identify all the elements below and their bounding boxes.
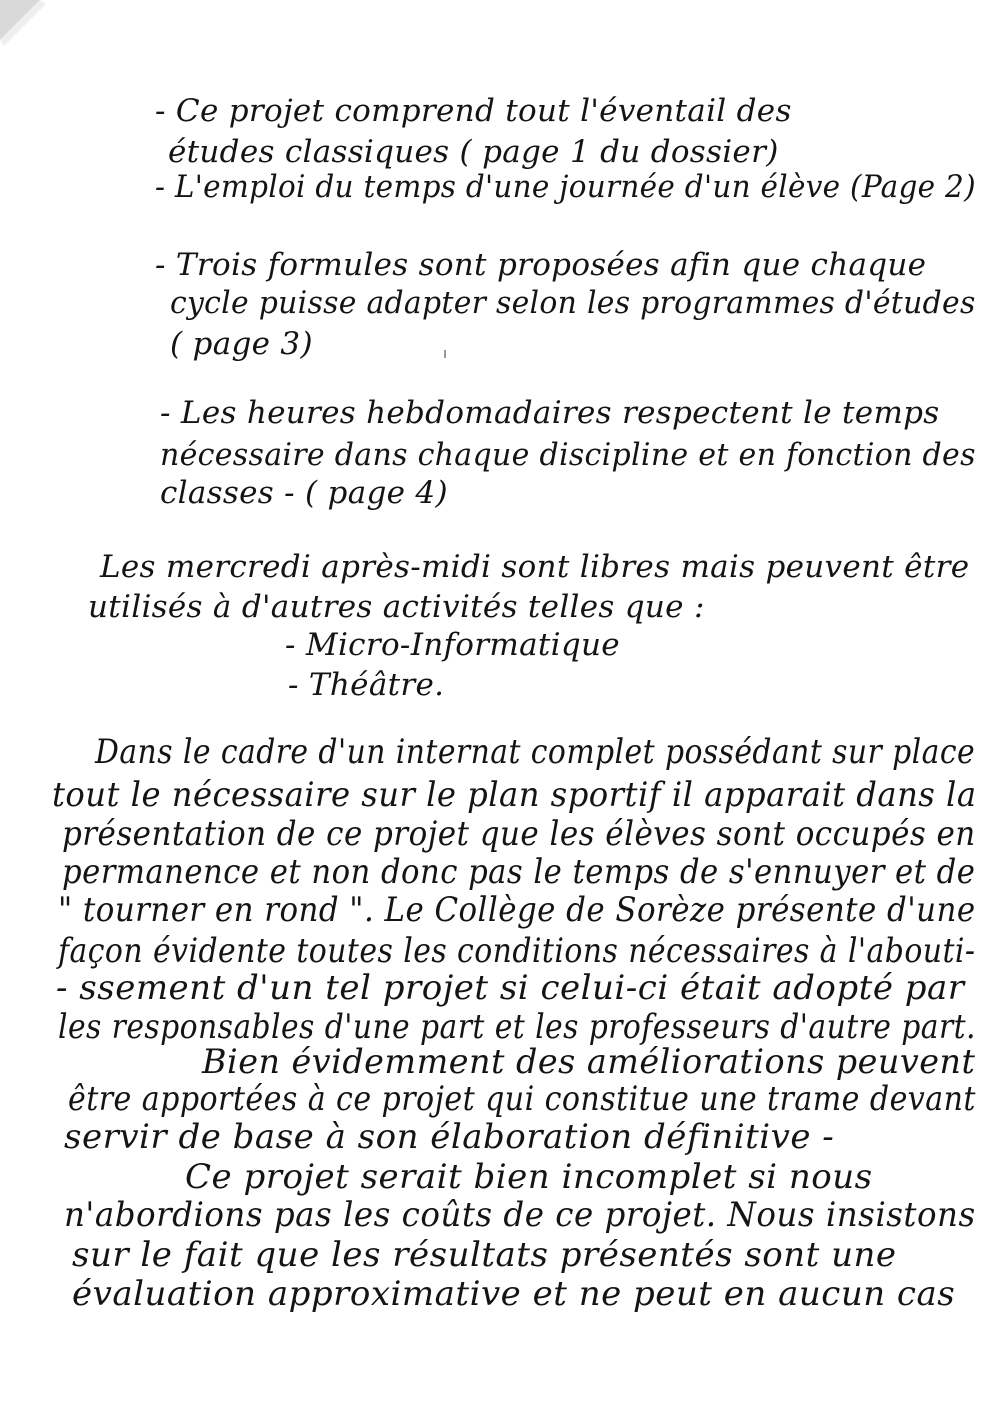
wednesday-line-1: Les mercredi après-midi sont libres mais peuvent être <box>100 549 970 585</box>
folded-corner-icon <box>0 0 60 60</box>
paragraph-3-line-2: n'abordions pas les coûts de ce projet. Nous insistons <box>64 1195 976 1235</box>
bullet-4-line-3: classes - ( page 4) <box>160 475 448 511</box>
paragraph-3-line-4: évaluation approximative et ne peut en aucun cas <box>72 1274 956 1314</box>
bullet-2-line-1: - L'emploi du temps d'une journée d'un élève (Page 2) <box>155 169 976 205</box>
bullet-1-line-2: études classiques ( page 1 du dossier) <box>168 134 779 170</box>
paragraph-1-line-7: - ssement d'un tel projet si celui-ci était adopté par <box>56 968 965 1008</box>
bullet-4-line-1: - Les heures hebdomadaires respectent le temps <box>160 395 940 431</box>
paragraph-1-line-8: les responsables d'une part et les professeurs d'autre part. <box>58 1007 976 1047</box>
bullet-4-line-2: nécessaire dans chaque discipline et en fonction des <box>160 437 976 473</box>
bullet-3-line-2: cycle puisse adapter selon les programmes d'études <box>170 285 976 321</box>
paragraph-3-line-1: Ce projet serait bien incomplet si nous <box>185 1157 873 1197</box>
paragraph-1-line-2: tout le nécessaire sur le plan sportif il apparait dans la <box>52 775 977 815</box>
bullet-3-line-3: ( page 3) <box>170 326 313 362</box>
paragraph-1-line-4: permanence et non donc pas le temps de s'ennuyer et de <box>62 852 976 892</box>
stray-mark <box>444 350 446 358</box>
paragraph-2-line-1: Bien évidemment des améliorations peuvent <box>202 1042 976 1082</box>
bullet-1-line-1: - Ce projet comprend tout l'éventail des <box>155 93 792 129</box>
paragraph-3-line-3: sur le fait que les résultats présentés sont une <box>72 1235 897 1275</box>
activity-item: - Théâtre. <box>288 667 445 703</box>
paragraph-1-line-1: Dans le cadre d'un internat complet possédant sur place <box>95 732 976 772</box>
paragraph-1-line-6: façon évidente toutes les conditions nécessaires à l'abouti- <box>58 931 976 971</box>
wednesday-line-2: utilisés à d'autres activités telles que : <box>88 589 705 625</box>
paragraph-2-line-2: être apportées à ce projet qui constitue une trame devant <box>68 1079 976 1119</box>
activity-item: - Micro-Informatique <box>285 627 620 663</box>
paragraph-1-line-5: " tourner en rond ". Le Collège de Sorèze présente d'une <box>58 890 976 930</box>
paragraph-2-line-3: servir de base à son élaboration définitive - <box>64 1117 835 1157</box>
bullet-3-line-1: - Trois formules sont proposées afin que chaque <box>155 247 927 283</box>
paragraph-1-line-3: présentation de ce projet que les élèves sont occupés en <box>62 814 976 854</box>
